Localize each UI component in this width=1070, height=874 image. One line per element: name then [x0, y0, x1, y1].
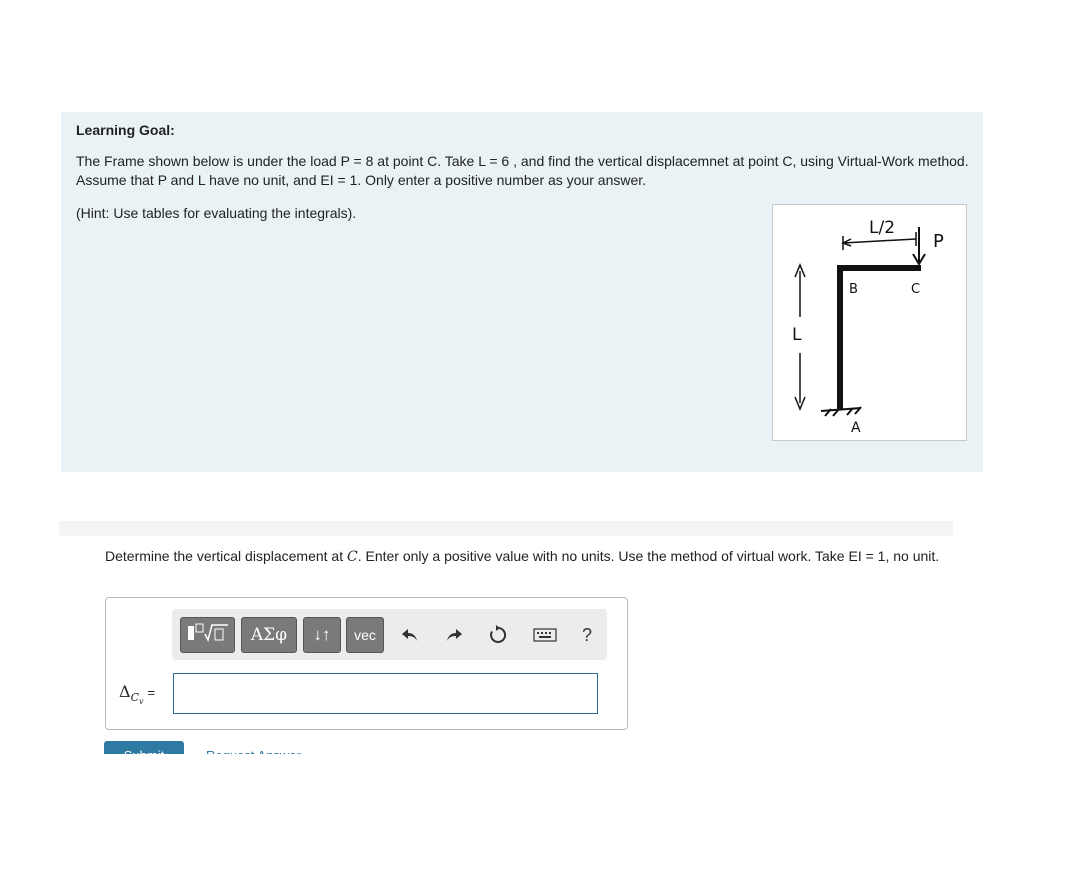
learning-goal-title: Learning Goal: — [76, 122, 175, 138]
answer-panel — [105, 597, 628, 730]
learning-goal-hint: (Hint: Use tables for evaluating the integrals). — [76, 205, 357, 221]
span-label: L/2 — [869, 218, 896, 238]
page-clip — [0, 754, 1070, 874]
frame-diagram — [773, 205, 966, 440]
question-after: . Enter only a positive value with no units. Use the method of virtual work. Take EI = 1, no unit. — [357, 548, 940, 564]
frame-column — [837, 265, 843, 410]
equals-sign: = — [147, 685, 156, 700]
vec-button[interactable]: vec — [346, 617, 384, 653]
frame-beam — [837, 265, 921, 271]
math-toolbar — [172, 609, 607, 660]
reset-icon[interactable] — [487, 623, 509, 647]
learning-goal-text: The Frame shown below is under the load P = 8 at point C. Take L = 6 , and find the vertical displacemnet at point C, using Virtual-Work method. Assume that P and L have no unit, and EI = 1. Only enter a positive number as your answer. — [76, 153, 969, 188]
section-divider — [59, 521, 953, 536]
learning-goal-panel — [61, 112, 983, 472]
frame-figure — [772, 204, 967, 441]
height-label: L — [792, 325, 802, 345]
question-text — [105, 547, 945, 567]
question-variable: C — [347, 549, 358, 565]
arrows-button[interactable]: ↓↑ — [303, 617, 341, 653]
help-button[interactable]: ? — [581, 624, 592, 645]
delta-symbol: Δ — [119, 682, 131, 701]
delta-subscript: C — [130, 691, 139, 705]
point-a-label: A — [851, 420, 861, 436]
load-arrow — [913, 227, 925, 264]
answer-label — [119, 682, 155, 706]
redo-icon[interactable] — [443, 623, 465, 647]
keyboard-icon[interactable] — [532, 623, 558, 647]
load-label: P — [933, 231, 944, 252]
answer-input[interactable] — [173, 673, 598, 714]
question-before: Determine the vertical displacement at — [105, 548, 347, 564]
symbols-button[interactable]: ΑΣφ — [241, 617, 297, 653]
templates-icon — [186, 622, 230, 649]
point-b-label: B — [849, 282, 858, 297]
templates-button[interactable] — [180, 617, 235, 653]
delta-subsubscript: v — [138, 697, 144, 707]
point-c-label: C — [911, 282, 921, 297]
undo-icon[interactable] — [399, 623, 421, 647]
